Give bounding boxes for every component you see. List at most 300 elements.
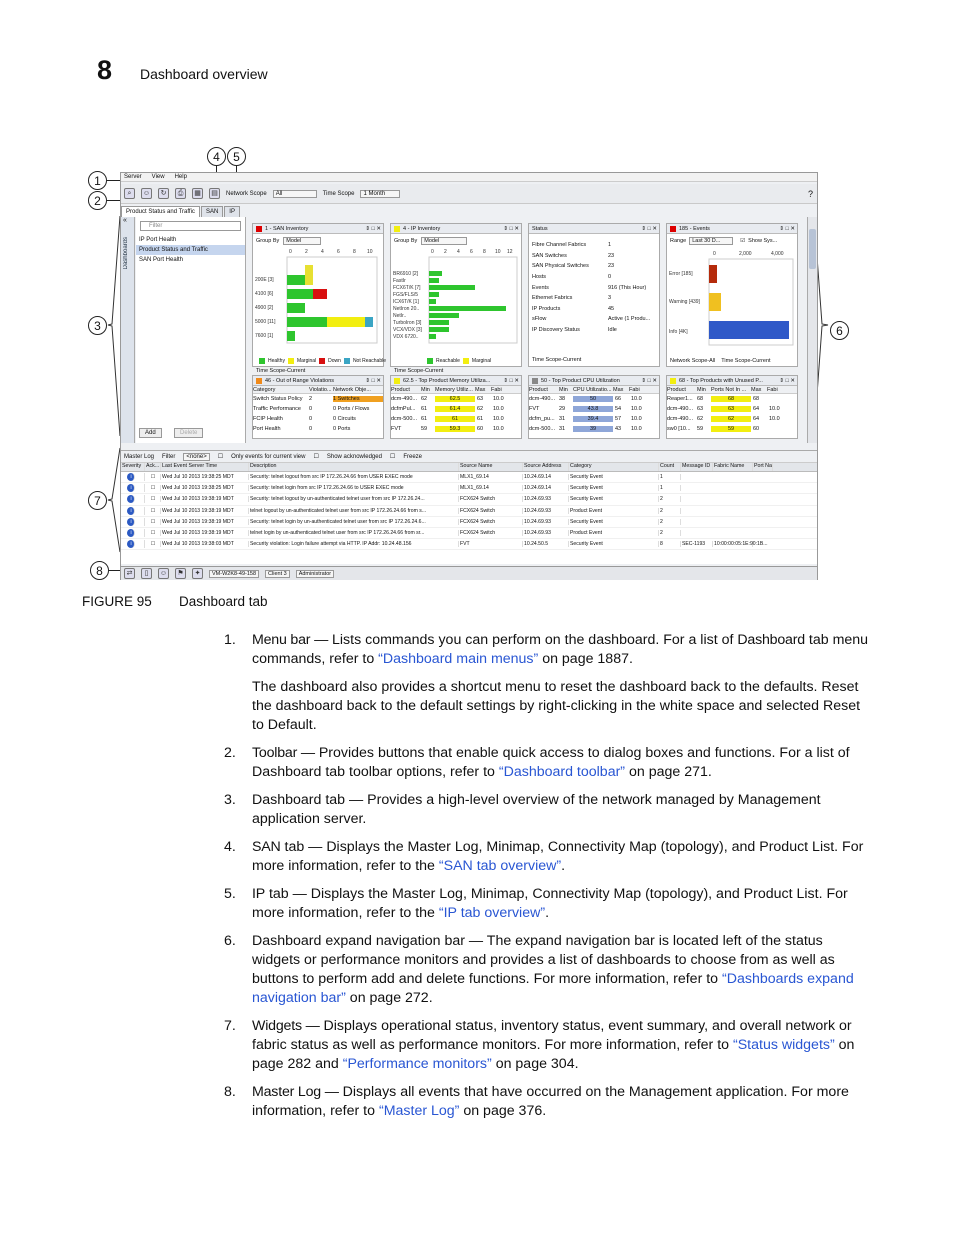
tabs: [121, 206, 817, 217]
log-cell: Security Event: [569, 474, 659, 480]
description-list: [224, 631, 874, 1130]
info-icon: i: [127, 518, 135, 526]
memory-widget: [390, 375, 522, 439]
status-label: Ethernet Fabrics: [532, 295, 573, 302]
master-log-title: Master Log: [124, 453, 155, 460]
add-button[interactable]: Add: [139, 428, 162, 438]
table-cell: 68: [753, 396, 760, 402]
filter-label: Filter: [162, 453, 176, 460]
table-cell: 61.4: [435, 406, 475, 412]
tick-label: 12: [507, 249, 513, 255]
tick-label: 6: [470, 249, 473, 255]
status-label: IP Products: [532, 305, 561, 312]
table-cell: dcm-490...: [391, 396, 417, 402]
table-cell: 10.0: [493, 416, 504, 422]
toolbar: [121, 184, 817, 204]
log-cell: Security: telnet logout by un-authenticated telnet user from src IP 172.26.24...: [249, 496, 459, 502]
widget-title: 4 - IP Inventory: [403, 225, 441, 232]
status-value: 1: [608, 242, 612, 249]
log-row[interactable]: [121, 539, 817, 550]
log-cell: Security Event: [569, 541, 659, 547]
table-cell: 68: [697, 396, 704, 402]
san-inventory-widget: [252, 223, 387, 374]
table-row[interactable]: [391, 394, 521, 404]
list-item: 6. Dashboard expand navigation bar — The expand navigation bar is located left of the status widgets or performance monitors and provides a list of dashboards to choose from as well as buttons to perform add and delete functions. For more information, refer to “Dashboards expand navigation bar” on page 272.: [224, 933, 854, 1006]
list-item: 5. IP tab — Displays the Master Log, Minimap, Connectivity Map (topology), and Product List. For more information, refer to the “IP tab overview”.: [224, 886, 848, 921]
severity-cell: [121, 495, 145, 503]
term: Dashboard: [737, 632, 805, 648]
tab-ip[interactable]: IP: [224, 206, 240, 217]
category-label: NetIron 20..: [393, 306, 420, 312]
log-row[interactable]: [121, 472, 817, 483]
widgets-area: [249, 221, 804, 441]
item-number: 4.: [224, 839, 236, 855]
bar: [709, 265, 717, 283]
log-cell: 2: [659, 496, 681, 502]
table-row[interactable]: [667, 424, 797, 434]
callout-1: 1: [88, 171, 107, 190]
log-cell: Security: telnet login from src IP 172.26.24.66 to USER EXEC mode: [249, 485, 459, 491]
category-label: ICX6T/K [1]: [393, 299, 419, 305]
term: Reset to Default: [252, 698, 861, 733]
help-icon[interactable]: ?: [807, 188, 813, 199]
cross-reference-link[interactable]: “Dashboard toolbar”: [498, 764, 626, 780]
table-cell: 62: [477, 406, 484, 412]
item-number: 8.: [224, 1084, 236, 1100]
table-row[interactable]: [253, 394, 383, 404]
table-row[interactable]: [253, 404, 383, 414]
cross-reference-link[interactable]: “Master Log”: [378, 1103, 460, 1119]
log-cell: 1: [659, 485, 681, 491]
table-cell: 59: [697, 426, 704, 432]
filter-select[interactable]: <none>: [183, 453, 209, 461]
menu-help[interactable]: Help: [174, 174, 187, 180]
table-cell: 39.4: [573, 416, 613, 422]
column-header: Network Obje...: [333, 386, 371, 393]
table-cell: 10.0: [493, 406, 504, 412]
column-header: Fabi: [767, 386, 778, 393]
ip-inventory-widget: [390, 223, 522, 374]
table-cell: 10.0: [769, 416, 780, 422]
expand-navigation-bar[interactable]: [121, 217, 135, 443]
filter-input[interactable]: Filter: [140, 221, 241, 231]
figure-label: FIGURE 95: [82, 594, 152, 609]
severity-cell: [121, 507, 145, 515]
bar: [287, 289, 313, 299]
info-icon: i: [127, 484, 135, 492]
chapter-number: 8: [97, 55, 113, 85]
widget-controls-icon[interactable]: ⇕ □ ✕: [503, 377, 519, 384]
table-cell: 62.5: [435, 396, 475, 402]
group-by-select[interactable]: Model: [283, 237, 321, 245]
bar: [709, 321, 789, 339]
table-cell: dcm-500...: [529, 426, 555, 432]
severity-cell: [121, 518, 145, 526]
term: Menu bar —: [252, 632, 329, 648]
tick-label: 10: [367, 249, 373, 255]
network-scope-label: Network Scope: [226, 190, 267, 197]
log-cell: Product Event: [569, 508, 659, 514]
table-cell: dcm-490...: [667, 406, 693, 412]
tick-label: 2: [444, 249, 447, 255]
tick-label: 4: [321, 249, 324, 255]
log-cell: 2: [659, 508, 681, 514]
table-row[interactable]: [529, 414, 659, 424]
log-cell: 10.24.50.5: [523, 541, 569, 547]
status-row: [532, 304, 656, 315]
column-header: Min: [697, 386, 706, 393]
status-value: Active (1 Produ...: [608, 316, 651, 323]
column-header: Fabi: [629, 386, 640, 393]
table-row[interactable]: [667, 394, 797, 404]
log-cell: Wed Jul 10 2013 19:38:19 MDT: [161, 530, 249, 536]
only-events-label: Only events for current view: [231, 453, 306, 460]
figure-caption: [82, 594, 268, 609]
menu-bar: [121, 173, 817, 182]
table-cell: Switch Status Policy: [253, 396, 303, 402]
severity-cell: [121, 529, 145, 537]
user-role: Administrator: [296, 570, 334, 578]
table-cell: 66: [615, 396, 622, 402]
dashboard-item[interactable]: Product Status and Traffic: [136, 245, 245, 255]
list-item: 3. Dashboard tab — Provides a high-level overview of the network managed by Management application server.: [224, 792, 821, 827]
ip-inventory-chart: [391, 245, 521, 355]
column-header: Port Na: [754, 463, 772, 469]
nav-label: Dashboards: [123, 237, 129, 270]
table-row[interactable]: [253, 414, 383, 424]
log-cell: Security: telnet login by un-authenticated telnet user from src IP 172.26.24.6...: [249, 519, 459, 525]
server-icon: ▯: [141, 568, 152, 579]
widget-controls-icon[interactable]: ⇕ □ ✕: [779, 377, 795, 384]
cross-reference-link[interactable]: “Status widgets”: [732, 1037, 835, 1053]
column-header: CPU Utilizatio...: [573, 386, 612, 393]
log-cell: 10.24.69.93: [523, 530, 569, 536]
table-cell: 2: [309, 396, 313, 402]
table-cell: 62: [711, 416, 751, 422]
column-header: Product: [391, 386, 410, 393]
status-label: SAN Physical Switches: [532, 263, 589, 270]
category-label: 200E [3]: [255, 277, 274, 283]
status-label: SAN Switches: [532, 252, 567, 259]
table-cell: 0 Circuits: [333, 416, 356, 422]
cross-reference-link[interactable]: “IP tab overview”: [438, 905, 546, 921]
ack-checkbox[interactable]: ☐: [145, 541, 161, 547]
table-cell: 61: [435, 416, 475, 422]
log-row[interactable]: [121, 483, 817, 494]
table-cell: 59: [421, 426, 428, 432]
table-cell: 0 Ports: [333, 426, 351, 432]
table-row[interactable]: [529, 404, 659, 414]
status-row: [532, 272, 656, 283]
widget-title: 50 - Top Product CPU Utilization: [541, 377, 620, 384]
column-header: Product: [667, 386, 686, 393]
log-cell: Security: telnet logout from src IP 172.26.24.66 from USER EXEC mode: [249, 474, 459, 480]
column-header: Source Name: [459, 463, 523, 471]
table-cell: 0 Ports / Flows: [333, 406, 370, 412]
table-cell: 10.0: [631, 416, 642, 422]
table-cell: 57: [615, 416, 622, 422]
client-count: Client 3: [265, 570, 290, 578]
checkbox-icon[interactable]: ☐: [389, 454, 396, 460]
collapse-icon[interactable]: «: [123, 217, 127, 224]
widget-controls-icon[interactable]: ⇕ □ ✕: [641, 225, 657, 232]
log-cell: Wed Jul 10 2013 19:38:03 MDT: [161, 541, 249, 547]
widget-footer: Time Scope-Current: [532, 357, 582, 363]
term: IP: [252, 886, 266, 902]
info-icon: i: [127, 507, 135, 515]
column-header: Category: [569, 463, 659, 471]
callout-3: 3: [88, 316, 107, 335]
chapter-title: Dashboard overview: [140, 66, 268, 82]
widget-controls-icon[interactable]: ⇕ □ ✕: [641, 377, 657, 384]
widget-footer: Network Scope-All: [670, 358, 716, 364]
tab-san[interactable]: SAN: [201, 206, 223, 217]
table-row[interactable]: [391, 424, 521, 434]
checkbox-icon[interactable]: ☐: [313, 454, 319, 460]
range-select[interactable]: Last 30 D...: [689, 237, 733, 245]
table-row[interactable]: [529, 394, 659, 404]
table-row[interactable]: [529, 424, 659, 434]
table-cell: 29: [559, 406, 566, 412]
log-row[interactable]: [121, 506, 817, 517]
table-cell: 68: [711, 396, 751, 402]
severity-cell: [121, 484, 145, 492]
table-row[interactable]: [667, 414, 797, 424]
log-cell: Wed Jul 10 2013 19:38:19 MDT: [161, 496, 249, 502]
table-cell: 0: [309, 406, 313, 412]
table-row[interactable]: [253, 424, 383, 434]
bar: [313, 289, 327, 299]
group-by-select[interactable]: Model: [421, 237, 467, 245]
log-row[interactable]: [121, 517, 817, 528]
group-by-label: Group By: [394, 238, 418, 244]
table-header: [253, 386, 383, 394]
column-header: Product: [529, 386, 548, 393]
cross-reference-link[interactable]: “Dashboard main menus”: [378, 651, 539, 667]
cross-reference-link[interactable]: “Dashboards expand navigation bar”: [252, 971, 854, 1006]
menu-server[interactable]: Server: [124, 174, 142, 180]
widget-controls-icon[interactable]: ⇕ □ ✕: [365, 377, 381, 384]
column-header: Memory Utiliz...: [435, 386, 473, 393]
column-header: Min: [559, 386, 568, 393]
tab-dashboard[interactable]: Product Status and Traffic: [121, 206, 200, 217]
status-row: [532, 282, 656, 293]
legend-item: Marginal: [296, 358, 317, 364]
item-number: 5.: [224, 886, 236, 902]
bar: [365, 317, 373, 327]
category-label: 7600 [1]: [255, 333, 274, 339]
list-item: 7. Widgets — Displays operational status, inventory status, event summary, and overall network or fabric status as well as performance monitors. For more information, refer to “Status widgets” on page 282 and “Performance monitors” on page 304.: [224, 1018, 855, 1072]
group-by-label: Group By: [256, 238, 280, 244]
severity-cell: [121, 473, 145, 481]
legend-item: Not Reachable: [352, 358, 387, 364]
log-cell: Security Event: [569, 485, 659, 491]
dashboard-item[interactable]: IP Port Health: [139, 237, 177, 243]
category-label: VCX/VDX [3]: [393, 327, 422, 333]
widget-controls-icon[interactable]: ⇕ □ ✕: [779, 225, 795, 232]
checkbox-icon[interactable]: ☑: [740, 238, 746, 244]
discover-icon[interactable]: ⌕: [124, 188, 135, 199]
status-label: Fibre Channel Fabrics: [532, 242, 587, 249]
table-header: [391, 386, 521, 394]
table-cell: 10.0: [769, 406, 780, 412]
table-cell: 63: [477, 396, 484, 402]
term: SAN: [252, 839, 281, 855]
callout-2: 2: [88, 191, 107, 210]
ack-checkbox[interactable]: ☐: [145, 474, 161, 480]
status-widget: [528, 223, 660, 367]
table-row[interactable]: [667, 404, 797, 414]
tick-label: 2,000: [739, 251, 752, 257]
ack-checkbox[interactable]: ☐: [145, 496, 161, 502]
ack-checkbox[interactable]: ☐: [145, 519, 161, 525]
ack-checkbox[interactable]: ☐: [145, 508, 161, 514]
table-cell: 1 Switches: [333, 396, 383, 402]
table-cell: Reaper1...: [667, 396, 693, 402]
table-cell: FVT: [391, 426, 402, 432]
connection-icon: ⇄: [124, 568, 135, 579]
item-number: 7.: [224, 1018, 236, 1034]
status-value: 0: [608, 274, 612, 281]
checkbox-icon[interactable]: ☐: [217, 454, 224, 460]
show-sys-label: Show Sys...: [748, 238, 778, 244]
log-cell: Security violation: Login failure attempt via HTTP. IP Addr: 10.24.48.156: [249, 541, 459, 547]
item-number: 3.: [224, 792, 236, 808]
category-label: NetIr..: [393, 313, 407, 319]
bar: [287, 303, 305, 313]
status-row: [532, 314, 656, 325]
widget-title: 1 - SAN Inventory: [265, 225, 309, 232]
column-header: Severity: [121, 463, 145, 471]
item-number: 2.: [224, 745, 236, 761]
menu-view[interactable]: View: [151, 174, 165, 180]
status-label: sFlow: [532, 316, 547, 323]
ack-checkbox[interactable]: ☐: [145, 530, 161, 536]
log-cell: 10:00:00:05:1E:90:1B...: [714, 541, 768, 548]
table-cell: 0: [309, 426, 313, 432]
callout-7: 7: [88, 491, 107, 510]
legend-item: Down: [328, 358, 341, 364]
tick-label: 4,000: [771, 251, 784, 257]
table-cell: 54: [615, 406, 622, 412]
table-row[interactable]: [391, 404, 521, 414]
table-header: [529, 386, 659, 394]
log-cell: FCX624 Switch: [459, 519, 523, 525]
table-cell: dcm-490...: [529, 396, 555, 402]
item-number: 6.: [224, 933, 236, 949]
network-scope-select[interactable]: All: [273, 190, 317, 198]
log-cell: FVT: [459, 541, 523, 547]
status-value: 45: [608, 305, 615, 312]
log-cell: MLX1_69.14: [459, 474, 523, 480]
table-cell: 10.0: [631, 396, 642, 402]
log-row[interactable]: [121, 494, 817, 505]
table-cell: 43.8: [573, 406, 613, 412]
table-row[interactable]: [391, 414, 521, 424]
category-label: VDX 6720..: [393, 334, 419, 340]
widget-controls-icon[interactable]: ⇕ □ ✕: [503, 225, 519, 232]
log-cell: 2: [659, 530, 681, 536]
category-label: TurboIron [3]: [393, 320, 422, 326]
tick-label: 4: [457, 249, 460, 255]
log-cell: FCX624 Switch: [459, 508, 523, 514]
tick-label: 2: [305, 249, 308, 255]
log-cell: Security Event: [569, 496, 659, 502]
table-cell: 10.0: [493, 396, 504, 402]
cross-reference-link[interactable]: “Performance monitors”: [342, 1056, 492, 1072]
category-label: FCX6T/K [7]: [393, 285, 421, 291]
log-cell: 1: [659, 474, 681, 480]
cpu-widget: [528, 375, 660, 439]
item-paragraph: The dashboard also provides a shortcut menu to reset the dashboard back to the defaults. Reset the dashboard back to the default settings by right-clicking in the white space and selected Reset to Default.: [252, 679, 861, 733]
table-cell: 39: [573, 426, 613, 432]
widget-footer: Time Scope-Current: [394, 368, 444, 374]
figure-title: Dashboard tab: [179, 594, 268, 609]
time-scope-select[interactable]: 1 Month: [360, 190, 400, 198]
widgets-scrollbar[interactable]: [807, 217, 817, 443]
users-icon[interactable]: ☺: [142, 190, 151, 197]
table-cell: dcfm_pu...: [529, 416, 555, 422]
list-item: 8. Master Log — Displays all events that have occurred on the Management application. For more information, refer to “Master Log” on page 376.: [224, 1084, 849, 1119]
column-header: Max: [475, 386, 486, 393]
table-cell: 31: [559, 416, 566, 422]
table-cell: 10.0: [493, 426, 504, 432]
status-bar: [121, 566, 817, 580]
table-cell: 61: [477, 416, 484, 422]
widget-title: 46 - Out of Range Violations: [265, 377, 334, 384]
callout-8: 8: [90, 561, 109, 580]
bar: [305, 265, 313, 285]
table-cell: 62: [697, 416, 704, 422]
layout-icon[interactable]: ▤: [209, 188, 220, 199]
status-value: 23: [608, 263, 615, 270]
print-icon[interactable]: ⎙: [175, 188, 186, 199]
refresh-icon[interactable]: ↻: [158, 188, 169, 199]
log-cell: 10.24.69.93: [523, 508, 569, 514]
delete-button[interactable]: Delete: [174, 428, 203, 438]
bar: [327, 317, 365, 327]
log-cell: Wed Jul 10 2013 19:38:19 MDT: [161, 519, 249, 525]
column-header: Fabi: [491, 386, 502, 393]
column-header: Count: [659, 463, 681, 471]
cross-reference-link[interactable]: “SAN tab overview”: [438, 858, 562, 874]
column-header: Description: [249, 463, 459, 471]
info-icon: i: [127, 540, 135, 548]
severity-cell: [121, 540, 145, 548]
log-row[interactable]: [121, 528, 817, 539]
status-value: 916 (This Hour): [608, 284, 647, 291]
tick-label: 6: [337, 249, 340, 255]
widget-footer: Time Scope-Current: [721, 358, 771, 364]
column-header: Fabric Name: [713, 463, 753, 471]
table-cell: 59.3: [435, 426, 475, 432]
column-header: Message ID: [681, 463, 713, 471]
column-header: Max: [613, 386, 624, 393]
bar: [709, 293, 721, 311]
column-header: Ports Not In ...: [711, 386, 747, 393]
table-cell: 10.0: [631, 406, 642, 412]
status-label: Events: [532, 284, 549, 291]
ack-checkbox[interactable]: ☐: [145, 485, 161, 491]
info-icon: i: [127, 529, 135, 537]
table-cell: 63: [697, 406, 704, 412]
category-label: BR6910 [2]: [393, 271, 419, 277]
log-cell: MLX1_69.14: [459, 485, 523, 491]
widget-controls-icon[interactable]: ⇕ □ ✕: [365, 225, 381, 232]
events-widget: [666, 223, 798, 367]
widgets-icon[interactable]: ▦: [192, 188, 203, 199]
dashboard-item[interactable]: SAN Port Health: [139, 257, 184, 263]
